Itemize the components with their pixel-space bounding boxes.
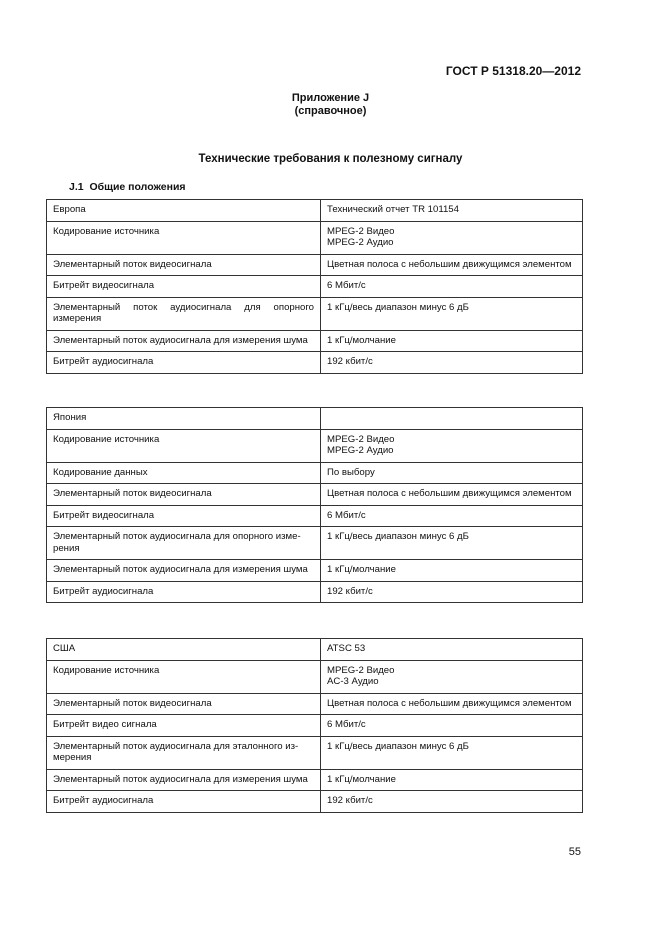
annex-title: Приложение J	[291, 92, 370, 104]
parameter-cell: Элементарный поток аудиосигнала для измерения шума	[47, 560, 321, 582]
table-row	[47, 639, 583, 661]
value-cell: 6 Мбит/с	[321, 276, 583, 298]
table-row	[47, 660, 583, 693]
table-row	[47, 527, 583, 560]
table-row	[47, 352, 583, 374]
table-row	[47, 736, 583, 769]
europe-requirements-table	[46, 199, 583, 374]
parameter-cell: Битрейт видео сигнала	[47, 715, 321, 737]
parameter-cell: Элементарный поток видеосигнала	[47, 254, 321, 276]
usa-requirements-table	[46, 638, 583, 813]
table-row	[47, 429, 583, 462]
section-number: J.1	[69, 181, 84, 193]
value-cell: MPEG-2 Видео MPEG-2 Аудио	[321, 429, 583, 462]
value-cell: Технический отчет TR 101154	[321, 200, 583, 222]
parameter-cell: Битрейт аудиосигнала	[47, 581, 321, 603]
table-row	[47, 791, 583, 813]
parameter-cell: Элементарный поток видеосигнала	[47, 693, 321, 715]
value-cell: 6 Мбит/с	[321, 505, 583, 527]
value-cell	[321, 408, 583, 430]
value-cell: 192 кбит/с	[321, 791, 583, 813]
table-row	[47, 560, 583, 582]
table-row	[47, 408, 583, 430]
table-row	[47, 330, 583, 352]
parameter-cell: Битрейт аудиосигнала	[47, 791, 321, 813]
parameter-cell: Элементарный поток аудиосигнала для эталонного из- мерения	[47, 736, 321, 769]
value-cell: 1 кГц/молчание	[321, 330, 583, 352]
page-number: 55	[568, 846, 581, 858]
table-row	[47, 769, 583, 791]
value-cell: Цветная полоса с небольшим движущимся элементом	[321, 693, 583, 715]
table-row	[47, 276, 583, 298]
table-row	[47, 200, 583, 222]
table-row	[47, 462, 583, 484]
annex-note: (справочное)	[294, 105, 367, 117]
japan-requirements-table	[46, 407, 583, 603]
table-row	[47, 254, 583, 276]
value-cell: 1 кГц/весь диапазон минус 6 дБ	[321, 297, 583, 330]
table-row	[47, 693, 583, 715]
value-cell: ATSC 53	[321, 639, 583, 661]
value-cell: 192 кбит/с	[321, 352, 583, 374]
parameter-cell: Элементарный поток аудиосигнала для измерения шума	[47, 330, 321, 352]
value-cell: MPEG-2 Видео AC-3 Аудио	[321, 660, 583, 693]
value-cell: 192 кбит/с	[321, 581, 583, 603]
value-cell: 1 кГц/весь диапазон минус 6 дБ	[321, 527, 583, 560]
parameter-cell: Элементарный поток аудиосигнала для измерения шума	[47, 769, 321, 791]
table-row	[47, 221, 583, 254]
parameter-cell: Битрейт видеосигнала	[47, 505, 321, 527]
section-title: Общие положения	[89, 181, 186, 193]
document-code: ГОСТ Р 51318.20—2012	[445, 64, 581, 78]
parameter-cell: США	[47, 639, 321, 661]
parameter-cell: Кодирование источника	[47, 429, 321, 462]
value-cell: Цветная полоса с небольшим движущимся элементом	[321, 484, 583, 506]
value-cell: 1 кГц/молчание	[321, 769, 583, 791]
parameter-cell: Кодирование данных	[47, 462, 321, 484]
parameter-cell: Элементарный поток видеосигнала	[47, 484, 321, 506]
table-row	[47, 484, 583, 506]
value-cell: 1 кГц/весь диапазон минус 6 дБ	[321, 736, 583, 769]
value-cell: 6 Мбит/с	[321, 715, 583, 737]
value-cell: MPEG-2 Видео MPEG-2 Аудио	[321, 221, 583, 254]
parameter-cell: Кодирование источника	[47, 660, 321, 693]
parameter-cell: Европа	[47, 200, 321, 222]
parameter-cell: Элементарный поток аудиосигнала для опорного изме- рения	[47, 527, 321, 560]
table-row	[47, 505, 583, 527]
table-row	[47, 297, 583, 330]
value-cell: По выбору	[321, 462, 583, 484]
value-cell: Цветная полоса с небольшим движущимся элементом	[321, 254, 583, 276]
parameter-cell: Япония	[47, 408, 321, 430]
document-title: Технические требования к полезному сигналу	[198, 153, 463, 165]
parameter-cell: Элементарный поток аудиосигнала для опорного измерения	[47, 297, 321, 330]
value-cell: 1 кГц/молчание	[321, 560, 583, 582]
parameter-cell: Битрейт видеосигнала	[47, 276, 321, 298]
table-row	[47, 581, 583, 603]
table-row	[47, 715, 583, 737]
parameter-cell: Кодирование источника	[47, 221, 321, 254]
section-heading	[69, 181, 186, 193]
parameter-cell: Битрейт аудиосигнала	[47, 352, 321, 374]
